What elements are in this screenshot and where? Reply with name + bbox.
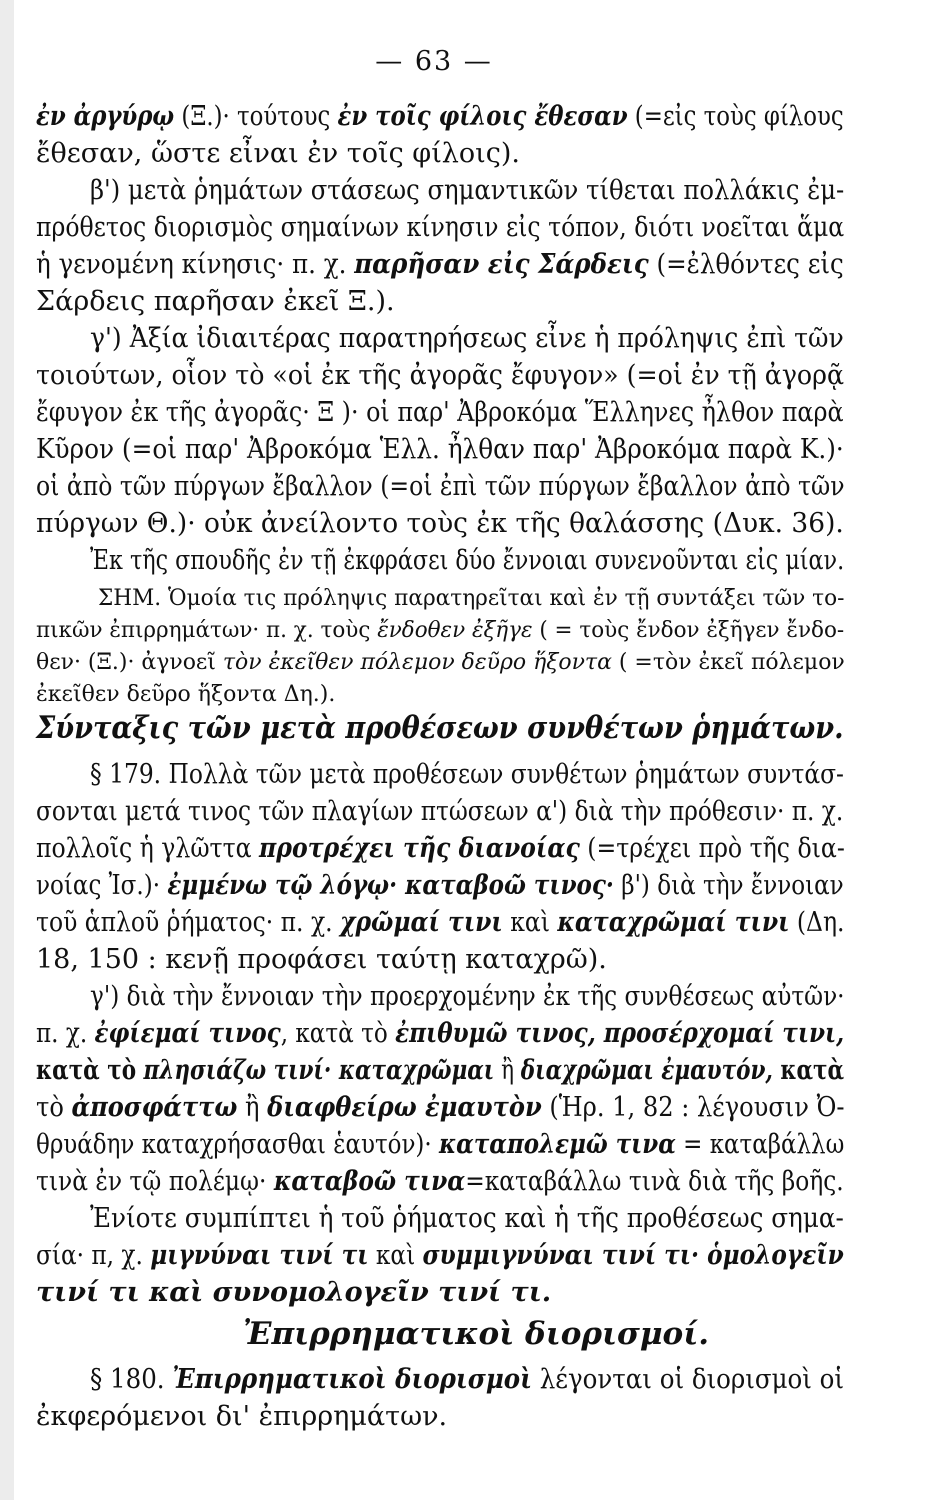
text-run: σία· π, χ. — [36, 1240, 151, 1271]
text-run: ( = τοὺς ἔνδον ἐξῆγεν ἔνδο- — [532, 618, 845, 643]
emphasized-text: καταπολεμῶ τινα — [438, 1129, 676, 1160]
text-run: (Ἡρ. 1, 82 : λέγουσιν Ὀ- — [541, 1092, 845, 1123]
text-run: ( =τὸν ἐκεῖ πόλεμον — [611, 650, 845, 675]
text-run: τοῦ ἁπλοῦ ῥήματος· π. χ. — [36, 907, 341, 938]
text-run: καὶ — [502, 907, 558, 938]
text-run: γ') Ἀξία ἰδιαιτέρας παρατηρήσεως εἶνε ἡ πρόληψις ἐπὶ τῶν — [90, 323, 844, 354]
text-line — [90, 1202, 844, 1236]
text-run: (=τρέχει πρὸ τῆς δια- — [579, 833, 845, 864]
text-run: ἢ — [237, 1092, 268, 1123]
page-number: — 63 — — [375, 46, 493, 77]
emphasized-text: διαφθείρω ἐμαυτὸν — [267, 1092, 542, 1123]
emphasized-text: καὶ — [139, 1277, 213, 1308]
emphasized-text: καταχρῶμαί τινι — [557, 907, 790, 938]
text-line — [36, 869, 844, 903]
text-line — [36, 795, 843, 829]
text-run: (=ἐλθόντες εἰς — [648, 249, 844, 280]
emphasized-text: μιγνύναι τινί τι — [150, 1240, 369, 1271]
emphasized-text: ἐπιθυμῶ τινος, προσέρχομαί τινι, — [395, 1018, 845, 1049]
text-line — [36, 1165, 844, 1199]
text-run: ἔφυγον ἐκ τῆς ἀγορᾶς· Ξ )· οἱ παρ' Ἀβροκόμα Ἕλληνες ἦλθον παρὰ — [36, 397, 844, 428]
text-run: Ἐνίοτε συμπίπτει ἡ τοῦ ῥήματος καὶ ἡ τῆς προθέσεως σημα- — [90, 1203, 844, 1234]
text-run: Σάρδεις παρῆσαν ἐκεῖ Ξ.). — [36, 286, 395, 317]
text-run: (Δη. — [789, 907, 845, 938]
text-line — [36, 248, 844, 282]
text-line — [36, 285, 395, 319]
emphasized-text: κατὰ τὸ — [36, 1055, 144, 1086]
emphasized-text: διαχρῶμαι ἐμαυτόν, — [520, 1055, 773, 1086]
text-run: πικῶν ἐπιρρημάτων· π. χ. τοὺς — [36, 618, 378, 643]
text-line — [90, 322, 844, 356]
text-run: (Ξ.)· τούτους — [174, 101, 338, 132]
text-run: 18, 150 : κενῇ προφάσει ταύτῃ καταχρῶ). — [36, 944, 607, 975]
text-line — [36, 1091, 844, 1125]
text-line — [90, 1363, 844, 1397]
text-line — [90, 758, 844, 792]
emphasized-text: ἐφίεμαί τινος — [94, 1018, 281, 1049]
section-heading: Σύνταξις τῶν μετὰ προθέσεων συνθέτων ῥημάτων. — [36, 710, 844, 746]
text-line — [36, 137, 520, 171]
text-line — [90, 980, 845, 1014]
text-run: β') μετὰ ῥημάτων στάσεως σημαντικῶν τίθεται πολλάκις ἐμ- — [90, 175, 845, 206]
text-line — [36, 943, 607, 977]
emphasized-text: συμμιγνύναι τινί τι· ὁμολογεῖν — [422, 1240, 844, 1271]
emphasized-text: πλησιάζω τινί· καταχρῶμαι — [143, 1055, 495, 1086]
emphasized-text: τὸν ἐκεῖθεν πόλεμον δεῦρο ἥξοντα — [222, 650, 612, 675]
text-run: πύργων Θ.)· οὐκ ἀνείλοντο τοὺς ἐκ τῆς θαλάσσης (Δυκ. 36). — [36, 508, 844, 539]
text-run: π. χ. — [36, 1018, 95, 1049]
text-run: § 180. — [90, 1364, 173, 1395]
text-run: τὸ — [36, 1092, 72, 1123]
text-run: οἱ ἀπὸ τῶν πύργων ἔβαλλον (=οἱ ἐπὶ τῶν πύργων ἔβαλλον ἀπὸ τῶν — [36, 471, 845, 502]
emphasized-text: Ἐπιρρηματικοὶ διορισμοὶ — [172, 1364, 532, 1395]
text-run: (=εἰς τοὺς φίλους — [627, 101, 844, 132]
text-run: § 179. Πολλὰ τῶν μετὰ προθέσεων συνθέτων ῥημάτων συντάσ- — [90, 759, 844, 790]
text-run: λέγονται οἱ διορισμοὶ οἱ — [531, 1364, 845, 1395]
emphasized-text: συνομολογεῖν τινί τι. — [212, 1277, 552, 1308]
text-run: ἐκεῖθεν δεῦρο ἥξοντα Δη.). — [36, 682, 336, 707]
emphasized-text: καταβοῶ τινα — [273, 1166, 466, 1197]
text-line — [36, 832, 845, 866]
emphasized-text: ἐμμένω τῷ λόγῳ· καταβοῶ τινος· — [167, 870, 614, 901]
text-line — [90, 174, 844, 208]
emphasized-text: τινί τι — [36, 1277, 140, 1308]
text-run: =καταβάλλω τινὰ διὰ τῆς βοῆς. — [465, 1166, 844, 1197]
emphasized-text: παρῆσαν εἰς Σάρδεις — [354, 249, 649, 280]
text-line — [36, 1400, 447, 1434]
text-run: Ἐκ τῆς σπουδῆς ἐν τῇ ἐκφράσει δύο ἔννοιαι συνενοῦνται εἰς μίαν. — [90, 545, 845, 576]
text-line — [36, 211, 844, 245]
text-line — [36, 359, 844, 393]
text-line — [36, 906, 844, 940]
text-run: ἢ — [494, 1055, 521, 1086]
text-line — [36, 1128, 844, 1162]
text-run: θρυάδην καταχρήσασθαι ἑαυτόν)· — [36, 1129, 439, 1160]
section-heading: Ἐπιρρηματικοὶ διορισμοί. — [243, 1316, 709, 1352]
text-line — [36, 396, 844, 430]
emphasized-text: ἐν τοῖς φίλοις ἔθεσαν — [337, 101, 628, 132]
emphasized-text: χρῶμαί τινι — [340, 907, 503, 938]
text-line — [36, 507, 844, 541]
text-line — [36, 1017, 844, 1051]
text-run: τινὰ ἐν τῷ πολέμῳ· — [36, 1166, 274, 1197]
text-run: γ') διὰ τὴν ἔννοιαν τὴν προερχομένην ἐκ τῆς συνθέσεως αὐτῶν· — [90, 981, 845, 1012]
text-run: νοίας Ἰσ.)· — [36, 870, 168, 901]
text-run: Κῦρον (=οἱ παρ' Ἀβροκόμα Ἑλλ. ἦλθαν παρ' Ἀβροκόμα παρὰ Κ.)· — [36, 434, 844, 465]
note-line — [98, 584, 844, 614]
text-run: , κατὰ τὸ — [280, 1018, 396, 1049]
text-run: = καταβάλλω — [675, 1129, 845, 1160]
note-line — [36, 680, 335, 710]
text-run: πρόθετος διορισμὸς σημαίνων κίνησιν εἰς τόπον, διότι νοεῖται ἅμα — [36, 212, 845, 243]
text-line — [36, 1054, 844, 1088]
text-run: ἡ γενομένη κίνησις· π. χ. — [36, 249, 355, 280]
text-run: θεν· (Ξ.)· ἀγνοεῖ — [36, 650, 223, 675]
text-run: καὶ — [368, 1240, 423, 1271]
note-line — [36, 616, 844, 646]
emphasized-text: ἀποσφάττω — [71, 1092, 238, 1123]
text-run: ἐκφερόμενοι δι' ἐπιρρημάτων. — [36, 1401, 448, 1432]
text-line — [90, 544, 844, 578]
text-run: ἔθεσαν, ὥστε εἶναι ἐν τοῖς φίλοις). — [36, 138, 520, 169]
text-run: τοιούτων, οἷον τὸ «οἱ ἐκ τῆς ἀγορᾶς ἔφυγον» (=οἱ ἐν τῇ ἀγορᾷ — [36, 360, 845, 391]
text-run: πολλοῖς ἡ γλῶττα — [36, 833, 260, 864]
emphasized-text: προτρέχει τῆς διανοίας — [259, 833, 580, 864]
emphasized-text: ἐν ἀργύρῳ — [36, 101, 175, 132]
emphasized-text: κατὰ — [772, 1055, 845, 1086]
emphasized-text: ἔνδοθεν ἐξῆγε — [377, 618, 533, 643]
text-line — [36, 100, 844, 134]
text-line — [36, 470, 845, 504]
note-line — [36, 648, 845, 678]
text-line — [36, 433, 844, 467]
text-run: σονται μετά τινος τῶν πλαγίων πτώσεων α') διὰ τὴν πρόθεσιν· π. χ. — [36, 796, 844, 827]
text-line — [36, 1239, 844, 1273]
text-run: ΣΗΜ. Ὁμοία τις πρόληψις παρατηρεῖται καὶ ἐν τῇ συντάξει τῶν το- — [98, 586, 845, 611]
text-line — [36, 1276, 551, 1310]
text-run: β') διὰ τὴν ἔννοιαν — [613, 870, 844, 901]
